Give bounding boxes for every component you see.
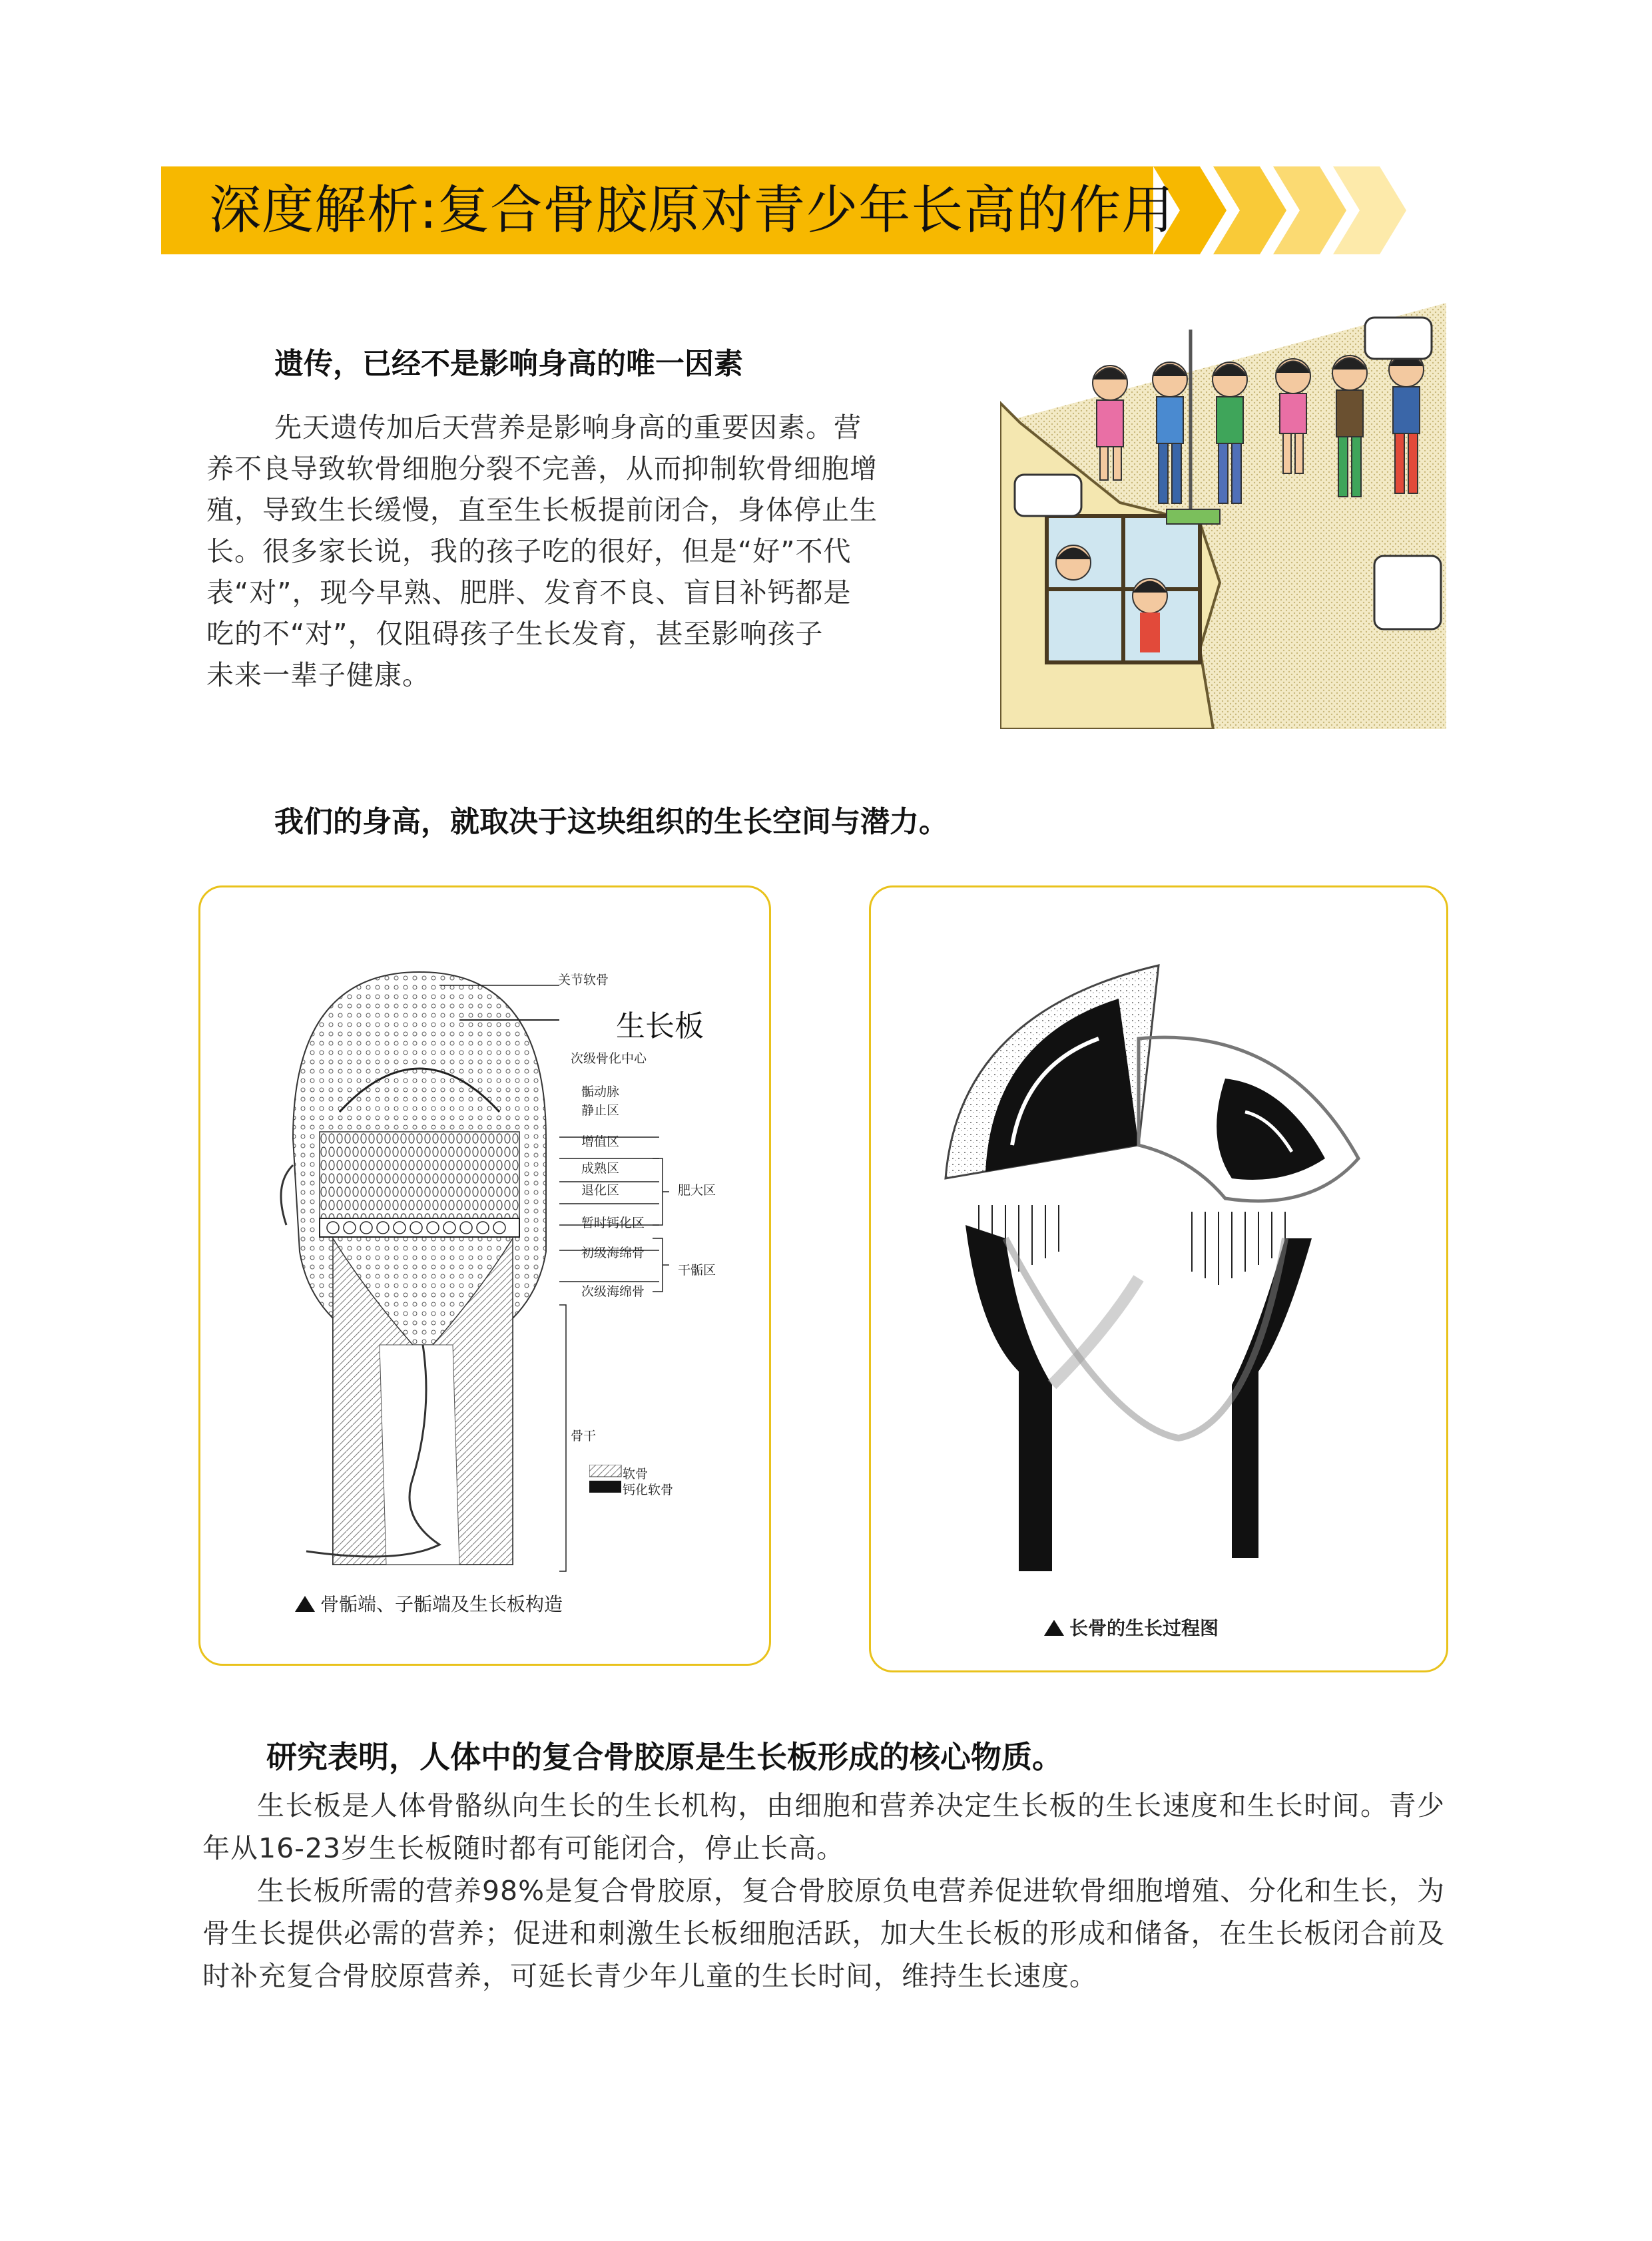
label-secondary-ossification-center: 次级骨化中心 [571, 1051, 647, 1066]
s1-line-2: 养不良导致软骨细胞分裂不完善，从而抑制软骨细胞增 [206, 453, 878, 485]
label-proliferative-zone: 增值区 [581, 1134, 620, 1149]
growth-plate-structure-diagram [280, 945, 559, 1578]
legend-cartilage-label: 软骨 [623, 1467, 649, 1481]
triangle-icon [1044, 1620, 1064, 1636]
s1-line-3: 殖，导致生长缓慢，直至生长板提前闭合，身体停止生 [206, 494, 878, 526]
section3-heading: 研究表明，人体中的复合骨胶原是生长板形成的核心物质。 [266, 1739, 1063, 1775]
legend-swatches [589, 1465, 623, 1494]
s1-line-7: 未来一辈子健康。 [206, 659, 430, 691]
long-bone-growth-diagram [939, 959, 1372, 1591]
label-primary-spongiosa: 初级海绵骨 [581, 1246, 645, 1260]
label-shaft: 骨干 [571, 1429, 597, 1443]
banner-chevron-4 [1333, 166, 1406, 254]
section2-heading: 我们的身高，就取决于这块组织的生长空间与潜力。 [274, 805, 948, 839]
section1-heading: 遗传，已经不是影响身高的唯一因素 [274, 347, 743, 381]
label-articular-cartilage: 关节软骨 [558, 973, 609, 987]
label-epiphyseal-artery: 骺动脉 [581, 1085, 620, 1099]
label-degenerative-zone: 退化区 [581, 1183, 620, 1198]
s1-line-4: 长。很多家长说，我的孩子吃的很好，但是“好”不代 [206, 535, 852, 567]
figure-left-caption: 骨骺端、子骺端及生长板构造 [295, 1590, 563, 1617]
figure-right-caption: 长骨的生长过程图 [1044, 1614, 1219, 1640]
children-measuring-height-illustration [1000, 303, 1446, 729]
s1-line-6: 吃的不“对”，仅阻碍孩子生长发育，甚至影响孩子 [206, 618, 824, 650]
label-secondary-spongiosa: 次级海绵骨 [581, 1284, 645, 1299]
page-title: 深度解析:复合骨胶原对青少年长高的作用 [209, 180, 1175, 240]
label-growth-plate: 生长板 [616, 1009, 704, 1043]
title-banner [161, 166, 1386, 254]
s1-line-5: 表“对”，现今早熟、肥胖、发育不良、盲目补钙都是 [206, 577, 852, 609]
section3-paragraph-2: 生长板所需的营养98%是复合骨胶原，复合骨胶原负电营养促进软骨细胞增殖、分化和生长，为骨生长提供必需的营养；促进和刺激生长板细胞活跃，加大生长板的形成和储备，在生长板闭合前及时补充复合骨胶原营养，可延长青少年儿童的生长时间，维持生长速度。 [202, 1875, 1445, 1992]
label-metaphysis: 干骺区 [678, 1263, 716, 1278]
section3-paragraph-1: 生长板是人体骨骼纵向生长的生长机构，由细胞和营养决定生长板的生长速度和生长时间。青少年从16-23岁生长板随时都有可能闭合，停止长高。 [202, 1790, 1445, 1864]
legend-calcified-cartilage-label: 钙化软骨 [623, 1483, 674, 1497]
zone-brackets [559, 1125, 679, 1578]
triangle-icon [295, 1596, 315, 1612]
label-maturation-zone: 成熟区 [581, 1161, 620, 1176]
s1-line-1: 先天遗传加后天营养是影响身高的重要因素。营 [274, 411, 862, 443]
label-calcified-zone: 暂时钙化区 [581, 1216, 645, 1230]
label-hypertrophic-zone: 肥大区 [678, 1183, 716, 1198]
label-resting-zone: 静止区 [581, 1103, 620, 1118]
